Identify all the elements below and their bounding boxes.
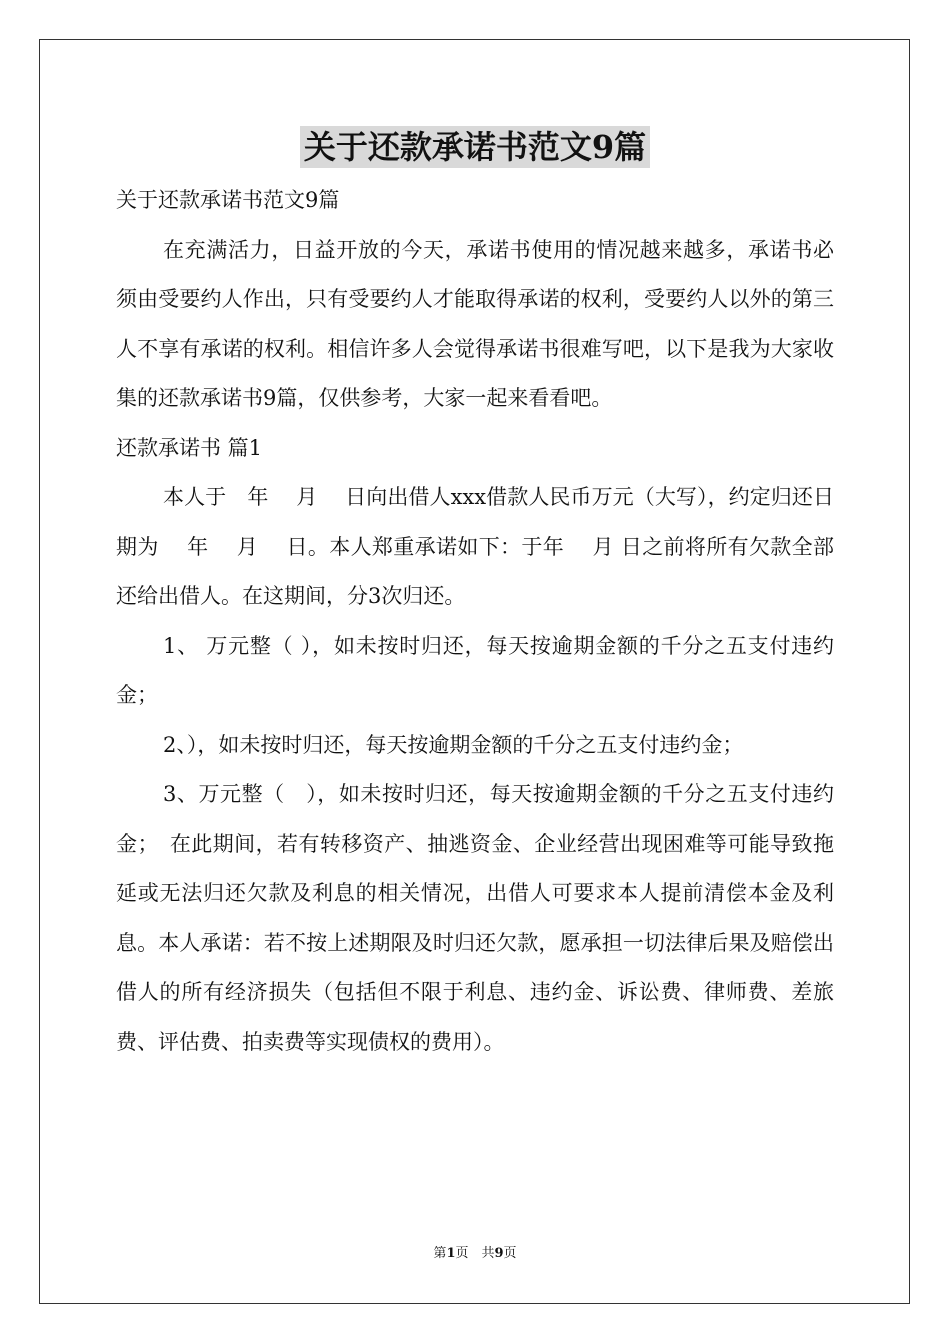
repayment-item-3: 3、万元整（ ），如未按时归还，每天按逾期金额的千分之五支付违约金； 在此期间，若有转移资产、抽逃资金、企业经营出现困难等可能导致拖延或无法归还欠款及利息的相关情况，出借人可要求本人提前清偿本金及利息。本人承诺：若不按上述期限及时归还欠款，愿承担一切法律后果及赔偿出借人的所有经济损失（包括但不限于利息、违约金、诉讼费、律师费、差旅费、评估费、拍卖费等实现债权的费用）。 bbox=[116, 782, 834, 1054]
body-paragraph: 本人于 年 月 日向出借人xxx借款人民币万元（大写），约定归还日期为 年 月 日。本人郑重承诺如下：于年 月 日之前将所有欠款全部还给出借人。在这期间，分3次归还。 bbox=[116, 485, 834, 608]
document-title bbox=[0, 121, 950, 173]
page-footer bbox=[0, 1244, 950, 1264]
document-title-text: 关于还款承诺书范文9篇 bbox=[300, 126, 650, 168]
repayment-item-1: 1、 万元整（ ），如未按时归还，每天按逾期金额的千分之五支付违约金； bbox=[116, 633, 834, 707]
footer-page-number: 1 bbox=[446, 1246, 456, 1261]
repayment-item-2: 2、），如未按时归还，每天按逾期金额的千分之五支付违约金； bbox=[163, 732, 744, 757]
document-body bbox=[116, 176, 834, 1067]
intro-paragraph: 在充满活力，日益开放的今天，承诺书使用的情况越来越多，承诺书必须由受要约人作出，只有受要约人才能取得承诺的权利，受要约人以外的第三人不享有承诺的权利。相信许多人会觉得承诺书很难写吧，以下是我为大家收集的还款承诺书9篇，仅供参考，大家一起来看看吧。 bbox=[116, 237, 834, 410]
section-heading: 还款承诺书 篇1 bbox=[116, 435, 263, 460]
document-subtitle: 关于还款承诺书范文9篇 bbox=[116, 188, 340, 212]
footer-total-pages: 9 bbox=[494, 1246, 504, 1261]
footer-page-prefix: 第 bbox=[433, 1246, 447, 1261]
footer-page-suffix: 页 共 bbox=[455, 1246, 495, 1261]
footer-total-suffix: 页 bbox=[503, 1246, 517, 1261]
